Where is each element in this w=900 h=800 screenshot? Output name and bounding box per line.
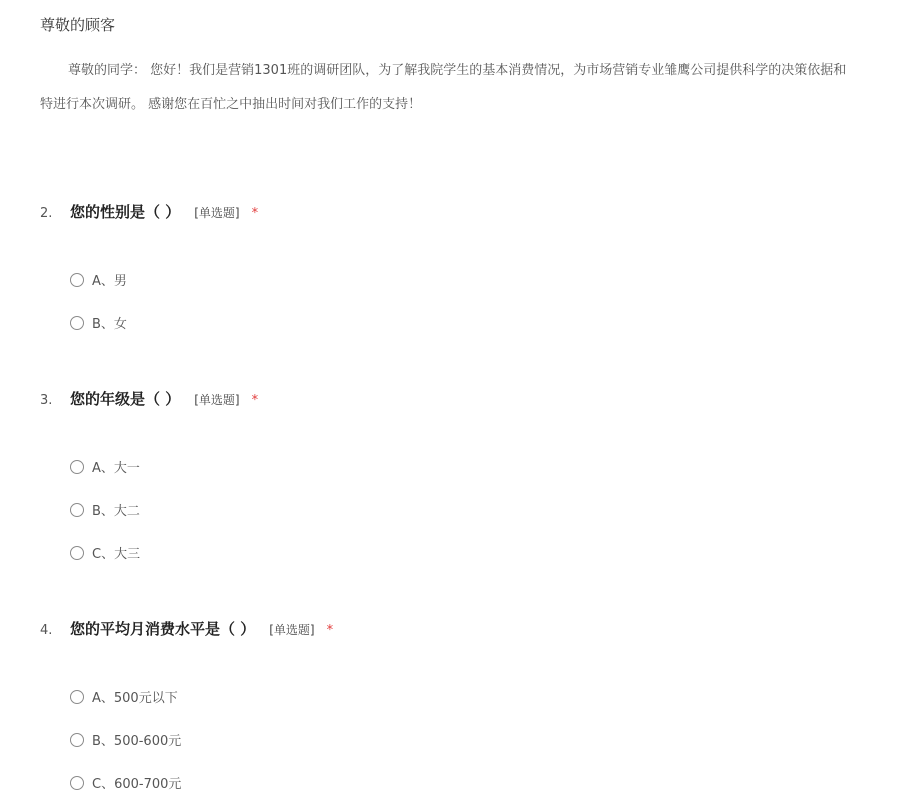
question-title: 您的性别是（ ） <box>70 203 181 221</box>
radio-button[interactable] <box>70 503 84 517</box>
option-q2-a[interactable] <box>70 272 127 292</box>
question-number: 3. <box>40 393 53 408</box>
option-label: A、500元以下 <box>92 691 178 706</box>
intro-line-2: 特进行本次调研。 感谢您在百忙之中抽出时间对我们工作的支持！ <box>40 97 422 112</box>
option-label: A、大一 <box>92 461 140 476</box>
option-q4-b[interactable] <box>70 732 181 752</box>
required-marker: * <box>251 206 259 221</box>
option-q3-a[interactable] <box>70 459 140 479</box>
option-q3-c[interactable] <box>70 545 140 565</box>
radio-button[interactable] <box>70 316 84 330</box>
question-number: 2. <box>40 206 53 221</box>
option-q3-b[interactable] <box>70 502 140 522</box>
required-marker: * <box>326 623 334 638</box>
question-2 <box>40 200 258 224</box>
intro-paragraph <box>40 54 900 122</box>
question-3 <box>40 387 258 411</box>
option-label: B、女 <box>92 317 127 332</box>
option-label: C、600-700元 <box>92 777 182 792</box>
option-q4-a[interactable] <box>70 689 178 709</box>
question-title: 您的年级是（ ） <box>70 390 181 408</box>
radio-button[interactable] <box>70 460 84 474</box>
radio-button[interactable] <box>70 273 84 287</box>
required-marker: * <box>251 393 259 408</box>
intro-line-1: 尊敬的同学： 您好！我们是营销1301班的调研团队，为了解我院学生的基本消费情况，为市场营销专业雏鹰公司提供科学的决策依据和 <box>68 63 847 78</box>
option-label: C、大三 <box>92 547 141 562</box>
greeting-title: 尊敬的顾客 <box>40 16 116 34</box>
radio-button[interactable] <box>70 546 84 560</box>
option-label: B、500-600元 <box>92 734 182 749</box>
question-type-label: [单选题] <box>269 623 315 637</box>
question-number: 4. <box>40 623 53 638</box>
question-type-label: [单选题] <box>194 393 240 407</box>
question-title: 您的平均月消费水平是（ ） <box>70 620 256 638</box>
question-4 <box>40 617 333 641</box>
radio-button[interactable] <box>70 776 84 790</box>
radio-button[interactable] <box>70 690 84 704</box>
question-type-label: [单选题] <box>194 206 240 220</box>
radio-button[interactable] <box>70 733 84 747</box>
option-q4-c[interactable] <box>70 775 181 795</box>
option-label: A、男 <box>92 274 127 289</box>
option-label: B、大二 <box>92 504 140 519</box>
option-q2-b[interactable] <box>70 315 127 335</box>
